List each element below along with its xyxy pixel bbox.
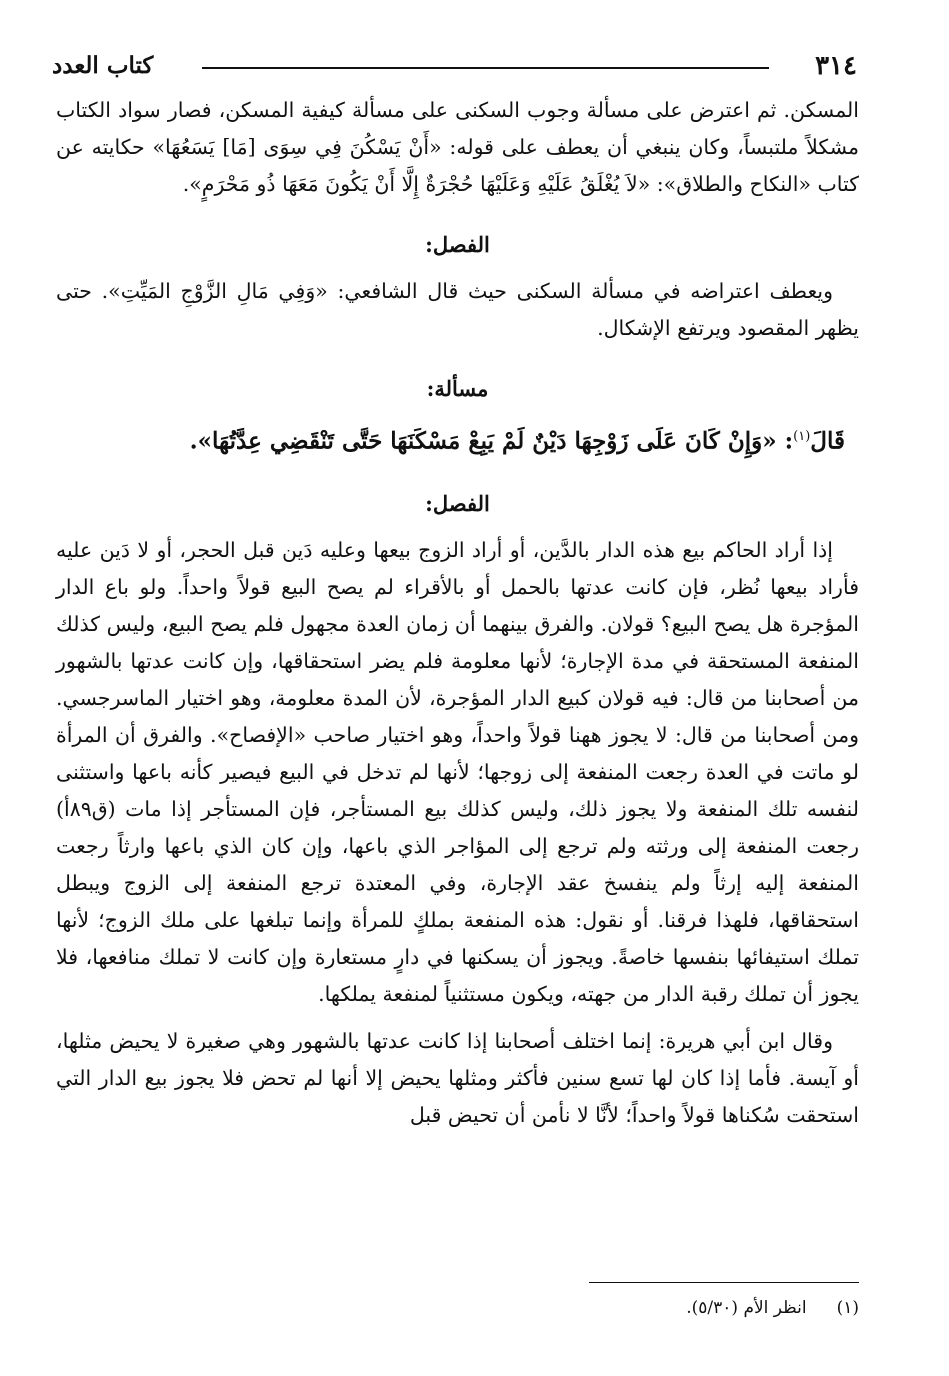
quote-text: : «وَإِنْ كَانَ عَلَى زَوْجِهَا دَيْنٌ لَمْ يَبِعْ مَسْكَنَهَا حَتَّى تَنْقَضِي عِدَّتُهَا». — [189, 427, 794, 455]
section-heading-fasl-2: الفصل: — [425, 490, 490, 516]
section-heading-masala: مسألة: — [426, 376, 489, 401]
quote-prefix: قَالَ — [810, 427, 845, 455]
section-heading-fasl-1: الفصل: — [425, 232, 490, 257]
header-rule — [202, 67, 769, 69]
footnote-separator — [589, 1282, 859, 1283]
footnote — [56, 1295, 859, 1321]
paragraph-2: ويعطف اعتراضه في مسألة السكنى حيث قال الشافعي: «وَفِي مَالِ الزَّوْجِ المَيِّتِ». حتى يظهر المقصود ويرتفع الإشكال. — [56, 279, 859, 340]
paragraph-3: إذا أراد الحاكم بيع هذه الدار بالدَّين، أو أراد الزوج بيعها وعليه دَين قبل الحجر، أو لا دَين عليه فأراد بيعها نُظر، فإن كانت عدتها بالحمل أو بالأقراء لم يصح البيع قولاً واحداً. ولو باع الدار المؤجرة هل يصح البيع؟ قولان. والفرق بينهما أن زمان العدة مجهول فلم يصح البيع، وليس كذلك المنفعة المستحقة في مدة الإجارة؛ لأنها معلومة فلم يضر استحقاقها، وإن كانت عدتها بالشهور من أصحابنا من قال: فيه قولان كبيع الدار المؤجرة، لأن المدة معلومة، وهو اختيار الماسرجسي. ومن أصحابنا من قال: لا يجوز ههنا قولاً واحداً، وهو اختيار صاحب «الإفصاح». والفرق أن المرأة لو ماتت في العدة رجعت المنفعة إلى زوجها؛ لأنها لم تدخل في البيع فيصير كأنه باعها واستثنى لنفسه تلك المنفعة ولا يجوز ذلك، وليس كذلك بيع المستأجر، فإن المستأجر إذا مات (ق٨٩أ) رجعت المنفعة إلى ورثته ولم ترجع إلى المؤاجر الذي باعها، وإن كان الذي باعها وارثاً رجعت المنفعة إليه إرثاً ولم ينفسخ عقد الإجارة، وفي المعتدة ترجع المنفعة إلى الزوج ويبطل استحقاقها، فلهذا فرقنا. أو نقول: هذه المنفعة بملكٍ للمرأة وإنما تبلغها على ملك الزوج؛ لأنها تملك استيفائها بنفسها خاصةً. ويجوز أن يسكنها في دارٍ مستعارة وإن كانت لا تملك منافعها، فلا يجوز أن تملك رقبة الدار من جهته، ويكون مستثنياً لمنفعة يملكها. — [56, 537, 860, 1006]
main-text — [56, 92, 859, 1134]
quoted-text-line — [56, 417, 859, 462]
footnote-text: انظر الأم (٥/٣٠). — [686, 1298, 807, 1318]
page-number: ٣١٤ — [815, 51, 857, 81]
paragraph-4: وقال ابن أبي هريرة: إنما اختلف أصحابنا إذا كانت عدتها بالشهور وهي صغيرة لا يحيض مثلها، أو آيسة. فأما إذا كان لها تسع سنين فأكثر ومثلها يحيض إلا أنها لم تحض فلا يجوز بيع الدار التي استحقت سُكناها قولاً واحداً؛ لأنَّا لا نأمن أن تحيض قبل — [56, 1028, 859, 1127]
paragraph-1: المسكن. ثم اعترض على مسألة وجوب السكنى على مسألة كيفية المسكن، فصار سواد الكتاب مشكلاً ملتبساً، وكان ينبغي أن يعطف على قوله: «أَنْ يَسْكُنَ فِي سِوَى [مَا] يَسَعُهَا» حكايته عن كتاب «النكاح والطلاق»: «لاَ يُغْلَقُ عَلَيْهِ وَعَلَيْهَا حُجْرَةٌ إِلَّا أَنْ يَكُونَ مَعَهَا ذُو مَحْرَمٍ». — [56, 98, 859, 196]
page-header — [52, 50, 857, 82]
footnote-reference[interactable]: (١) — [793, 429, 811, 444]
footnote-number: (١) — [836, 1298, 859, 1318]
running-title: كتاب العدد — [52, 52, 154, 79]
